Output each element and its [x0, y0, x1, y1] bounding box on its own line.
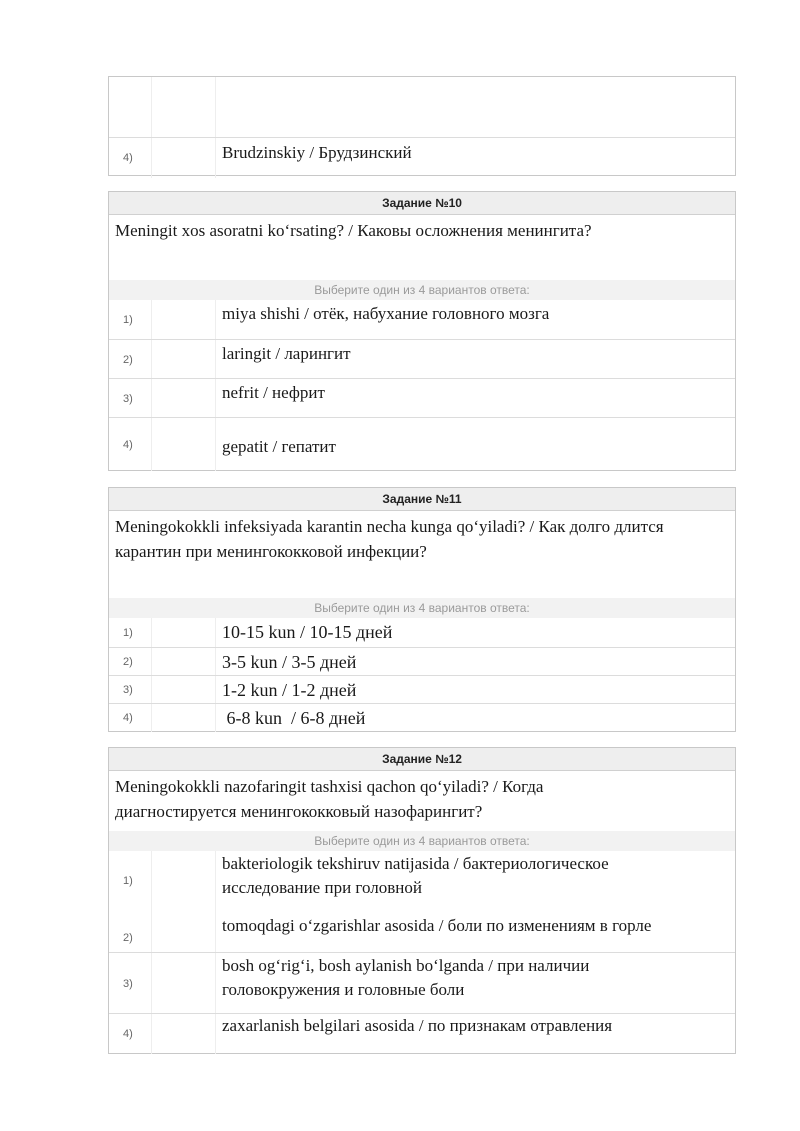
answer-line: bosh og‘rig‘i, bosh aylanish bo‘lganda / при наличии: [222, 956, 590, 975]
column-divider: [151, 138, 152, 178]
answer-text: Brudzinskiy / Брудзинский: [222, 143, 412, 162]
answer-row[interactable]: [109, 703, 735, 732]
column-divider: [215, 418, 216, 471]
column-divider: [215, 851, 216, 910]
answer-text: miya shishi / отёк, набухание головного мозга: [222, 304, 550, 323]
column-divider: [215, 676, 216, 704]
answer-text: 1-2 kun / 1-2 дней: [222, 680, 357, 700]
answer-row[interactable]: [109, 300, 735, 339]
answer-text: 6-8 kun / 6-8 дней: [222, 708, 366, 728]
question-header: Задание №10: [109, 192, 735, 215]
answer-row[interactable]: [109, 952, 735, 1014]
column-divider: [215, 618, 216, 647]
answer-row[interactable]: [109, 618, 735, 647]
column-divider: [151, 300, 152, 339]
answer-text: [222, 852, 727, 900]
question-text: Meningit xos asoratni ko‘rsating? / Каковы осложнения менингита?: [115, 221, 592, 240]
answer-text: 10-15 kun / 10-15 дней: [222, 622, 393, 642]
question-line: Meningokokkli nazofaringit tashxisi qachon qo‘yiladi? / Когда: [115, 777, 544, 796]
answer-row[interactable]: [109, 339, 735, 379]
column-divider: [215, 379, 216, 418]
answer-number: 3): [123, 977, 133, 990]
answer-number: 1): [123, 313, 133, 326]
answer-number: 4): [123, 438, 133, 451]
answer-row[interactable]: [109, 378, 735, 418]
question-line: карантин при менингококковой инфекции?: [115, 542, 427, 561]
answer-number: 1): [123, 874, 133, 887]
question-text: [109, 511, 735, 564]
question-10: [108, 191, 736, 471]
answer-row-empty: [109, 77, 735, 137]
answer-line: головокружения и головные боли: [222, 980, 465, 999]
answer-row[interactable]: [109, 1013, 735, 1054]
answer-text: zaxarlanish belgilari asosida / по признакам отравления: [222, 1016, 613, 1035]
answer-number: 3): [123, 684, 133, 696]
column-divider: [151, 379, 152, 418]
answer-hint: Выберите один из 4 вариантов ответа:: [109, 598, 735, 618]
column-divider: [215, 648, 216, 676]
answer-row[interactable]: [109, 417, 735, 471]
answer-number: 4): [123, 712, 133, 724]
answer-number: 4): [123, 1028, 133, 1040]
question-header: Задание №12: [109, 748, 735, 771]
answer-text: [222, 954, 727, 1002]
answer-line: bakteriologik tekshiruv natijasida / бактериологическое: [222, 854, 609, 873]
column-divider: [215, 953, 216, 1014]
answer-row[interactable]: [109, 137, 735, 178]
answer-text: nefrit / нефрит: [222, 383, 325, 402]
column-divider: [151, 676, 152, 704]
column-divider: [151, 851, 152, 910]
answer-line: исследование при головной: [222, 878, 422, 897]
answer-row[interactable]: [109, 910, 735, 952]
answer-row[interactable]: [109, 851, 735, 910]
answer-number: 2): [123, 932, 133, 944]
column-divider: [151, 704, 152, 732]
column-divider: [151, 77, 152, 137]
column-divider: [151, 618, 152, 647]
column-divider: [151, 418, 152, 471]
answer-number: 4): [123, 152, 133, 164]
question-header: Задание №11: [109, 488, 735, 511]
column-divider: [151, 953, 152, 1014]
column-divider: [215, 138, 216, 178]
column-divider: [151, 648, 152, 676]
column-divider: [215, 910, 216, 952]
answer-text: laringit / ларингит: [222, 344, 351, 363]
answer-number: 1): [123, 626, 133, 639]
answer-hint: Выберите один из 4 вариантов ответа:: [109, 831, 735, 851]
answer-number: 3): [123, 392, 133, 405]
question-9-tail: [108, 76, 736, 176]
question-line: диагностируется менингококковый назофарингит?: [115, 802, 483, 821]
column-divider: [215, 340, 216, 379]
column-divider: [215, 77, 216, 137]
column-divider: [215, 300, 216, 339]
answer-hint: Выберите один из 4 вариантов ответа:: [109, 280, 735, 300]
answer-text: 3-5 kun / 3-5 дней: [222, 652, 357, 672]
column-divider: [151, 1014, 152, 1054]
answer-text: tomoqdagi o‘zgarishlar asosida / боли по изменениям в горле: [222, 916, 652, 935]
column-divider: [151, 910, 152, 952]
column-divider: [215, 704, 216, 732]
question-12: [108, 747, 736, 1054]
answer-number: 2): [123, 353, 133, 366]
question-11: [108, 487, 736, 732]
question-text: [109, 771, 735, 824]
answer-text: gepatit / гепатит: [222, 437, 336, 456]
answer-number: 2): [123, 656, 133, 668]
answer-row[interactable]: [109, 675, 735, 704]
answer-row[interactable]: [109, 647, 735, 676]
column-divider: [215, 1014, 216, 1054]
column-divider: [151, 340, 152, 379]
question-line: Meningokokkli infeksiyada karantin necha kunga qo‘yiladi? / Как долго длится: [115, 517, 664, 536]
